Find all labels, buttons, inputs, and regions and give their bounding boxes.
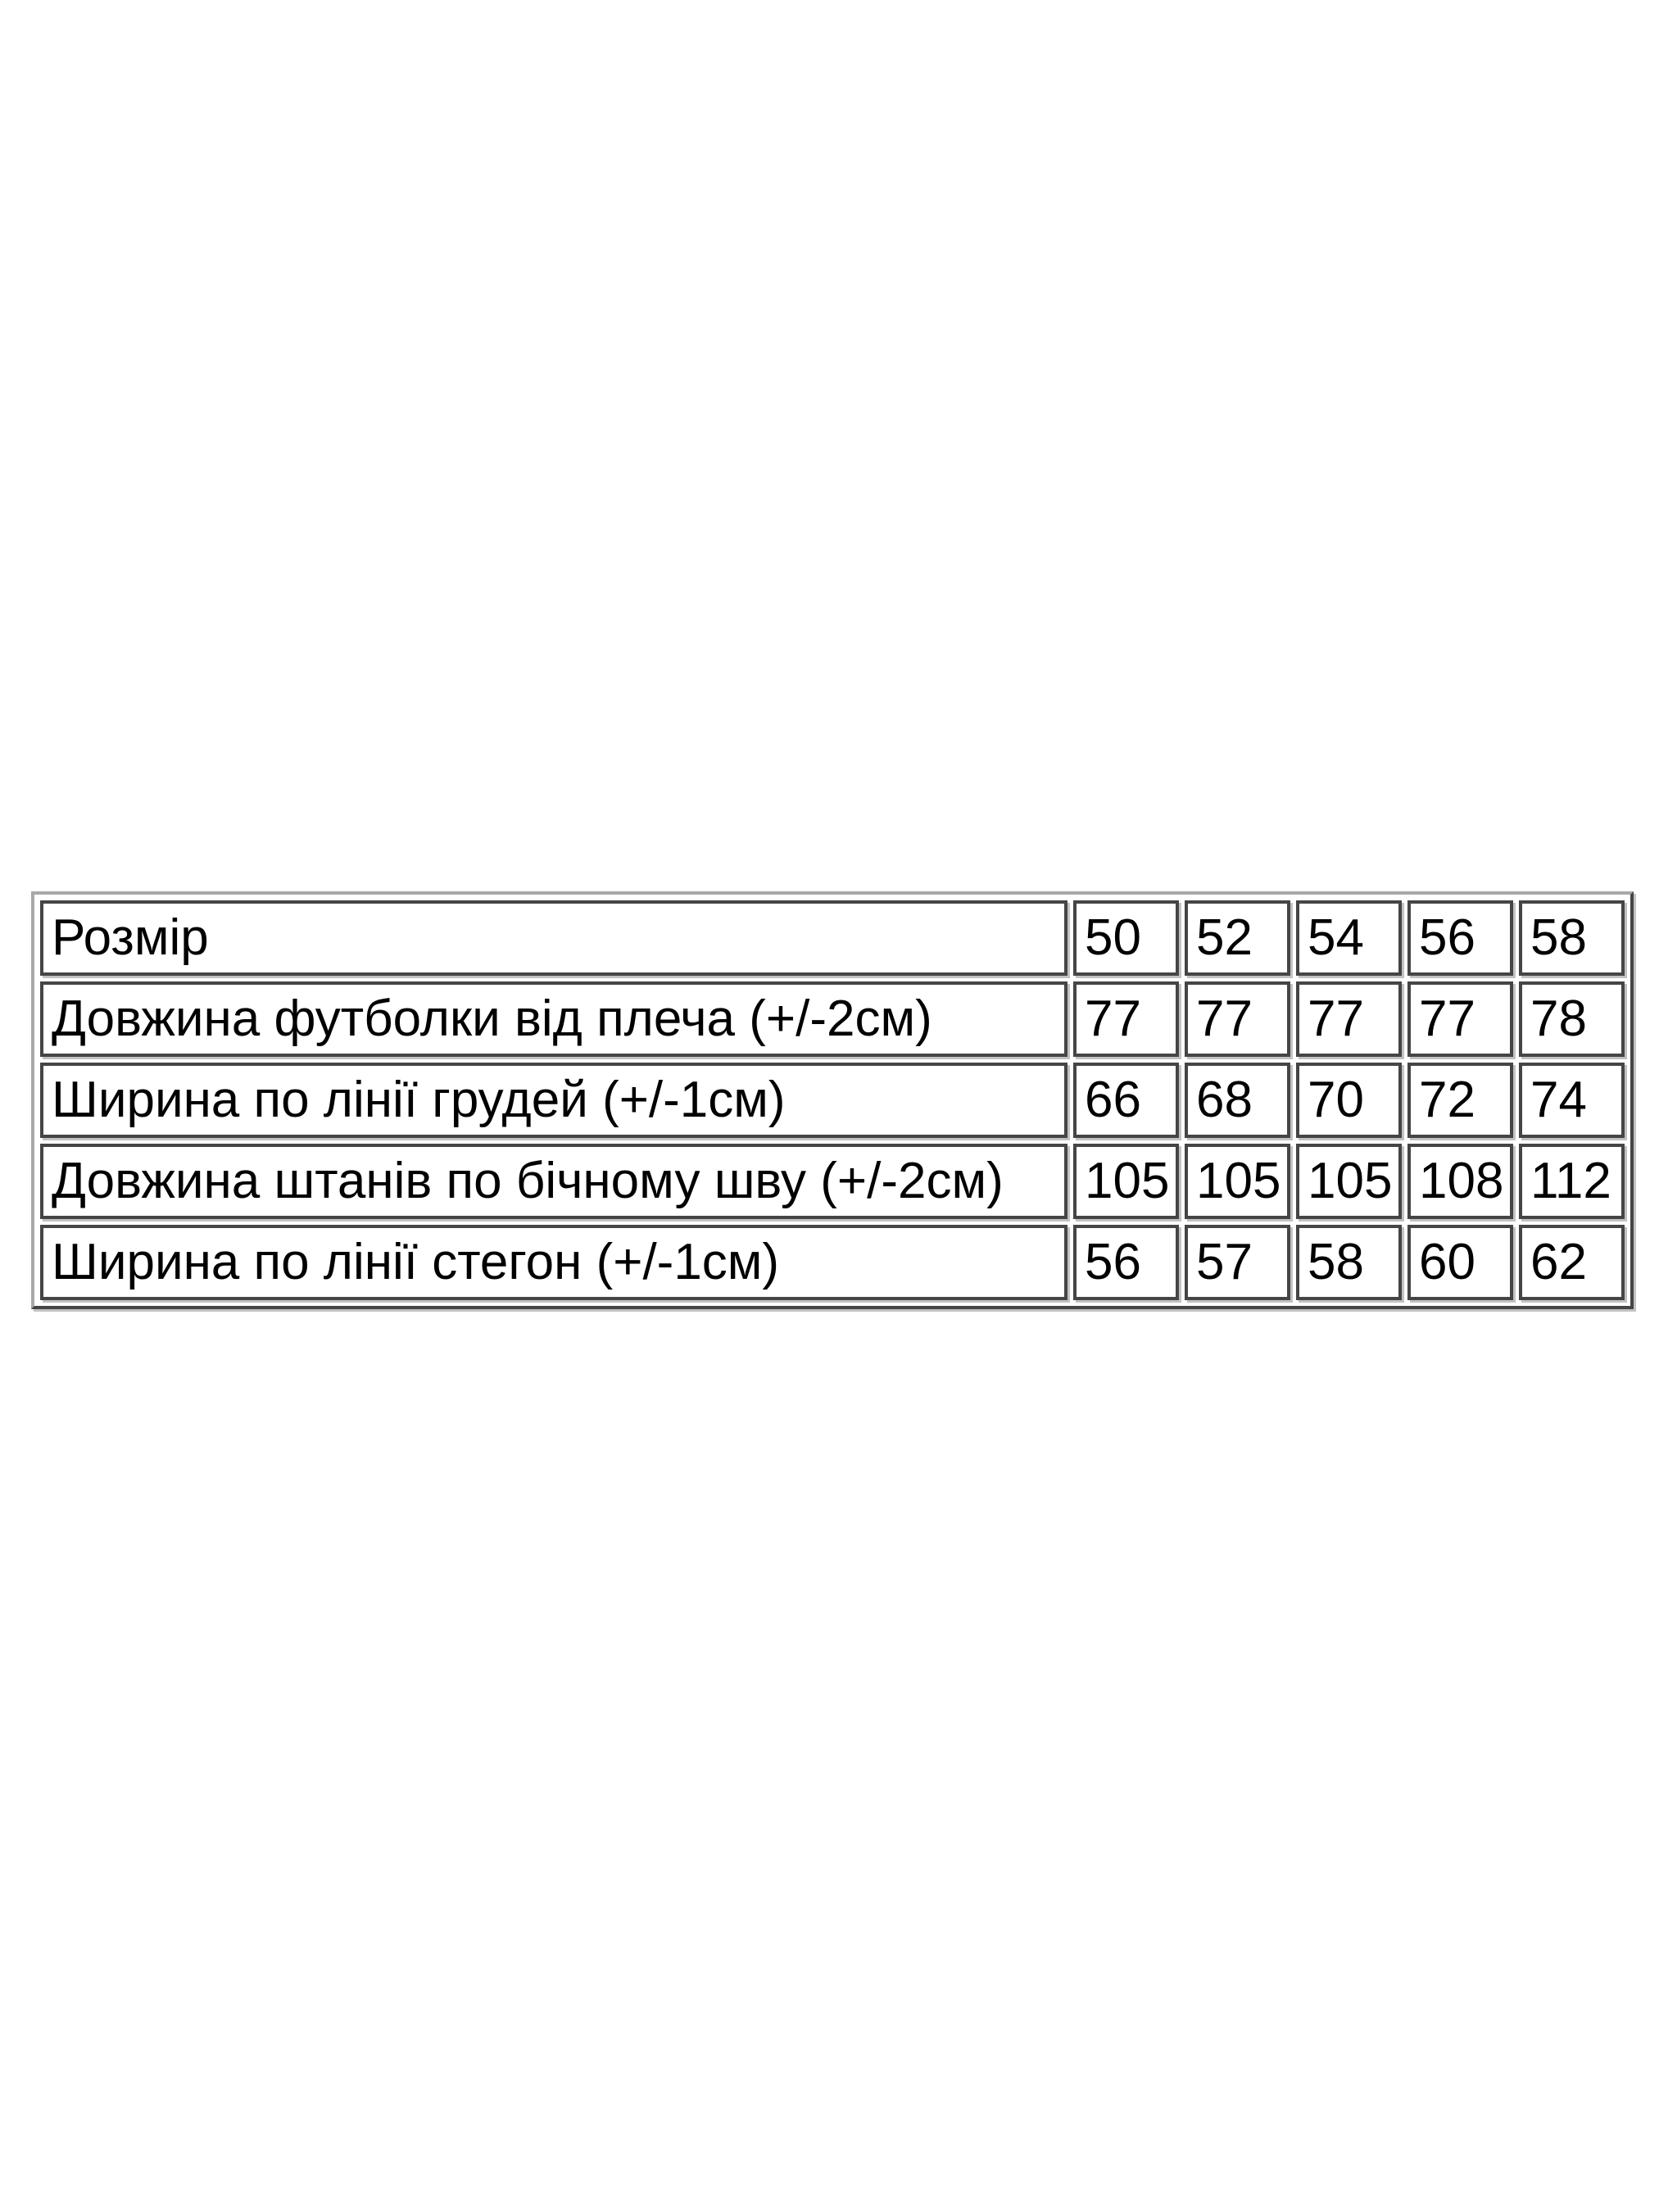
size-value-cell: 52: [1185, 900, 1290, 976]
table-row: [40, 1063, 1625, 1138]
table-row: [40, 1225, 1625, 1300]
table-row: [40, 981, 1625, 1057]
size-value-cell: 58: [1519, 900, 1625, 976]
size-value-cell: 58: [1296, 1225, 1402, 1300]
size-value-cell: 108: [1407, 1144, 1513, 1219]
row-label-cell: Довжина футболки від плеча (+/-2см): [40, 981, 1067, 1057]
size-value-cell: 50: [1073, 900, 1179, 976]
size-value-cell: 105: [1185, 1144, 1290, 1219]
size-value-cell: 56: [1073, 1225, 1179, 1300]
size-value-cell: 60: [1407, 1225, 1513, 1300]
row-label-cell: Розмір: [40, 900, 1067, 976]
size-value-cell: 70: [1296, 1063, 1402, 1138]
size-value-cell: 72: [1407, 1063, 1513, 1138]
size-value-cell: 112: [1519, 1144, 1625, 1219]
table-row: [40, 1144, 1625, 1219]
size-value-cell: 105: [1073, 1144, 1179, 1219]
size-value-cell: 66: [1073, 1063, 1179, 1138]
size-value-cell: 54: [1296, 900, 1402, 976]
size-value-cell: 62: [1519, 1225, 1625, 1300]
row-label-cell: Довжина штанів по бічному шву (+/-2см): [40, 1144, 1067, 1219]
size-value-cell: 77: [1407, 981, 1513, 1057]
row-label-cell: Ширина по лінії стегон (+/-1см): [40, 1225, 1067, 1300]
size-value-cell: 77: [1073, 981, 1179, 1057]
size-value-cell: 56: [1407, 900, 1513, 976]
size-chart-table: [31, 891, 1634, 1309]
size-value-cell: 57: [1185, 1225, 1290, 1300]
size-value-cell: 77: [1185, 981, 1290, 1057]
row-label-cell: Ширина по лінії грудей (+/-1см): [40, 1063, 1067, 1138]
size-value-cell: 105: [1296, 1144, 1402, 1219]
size-chart-header-row: [40, 900, 1625, 976]
size-value-cell: 68: [1185, 1063, 1290, 1138]
size-value-cell: 77: [1296, 981, 1402, 1057]
size-value-cell: 74: [1519, 1063, 1625, 1138]
size-value-cell: 78: [1519, 981, 1625, 1057]
